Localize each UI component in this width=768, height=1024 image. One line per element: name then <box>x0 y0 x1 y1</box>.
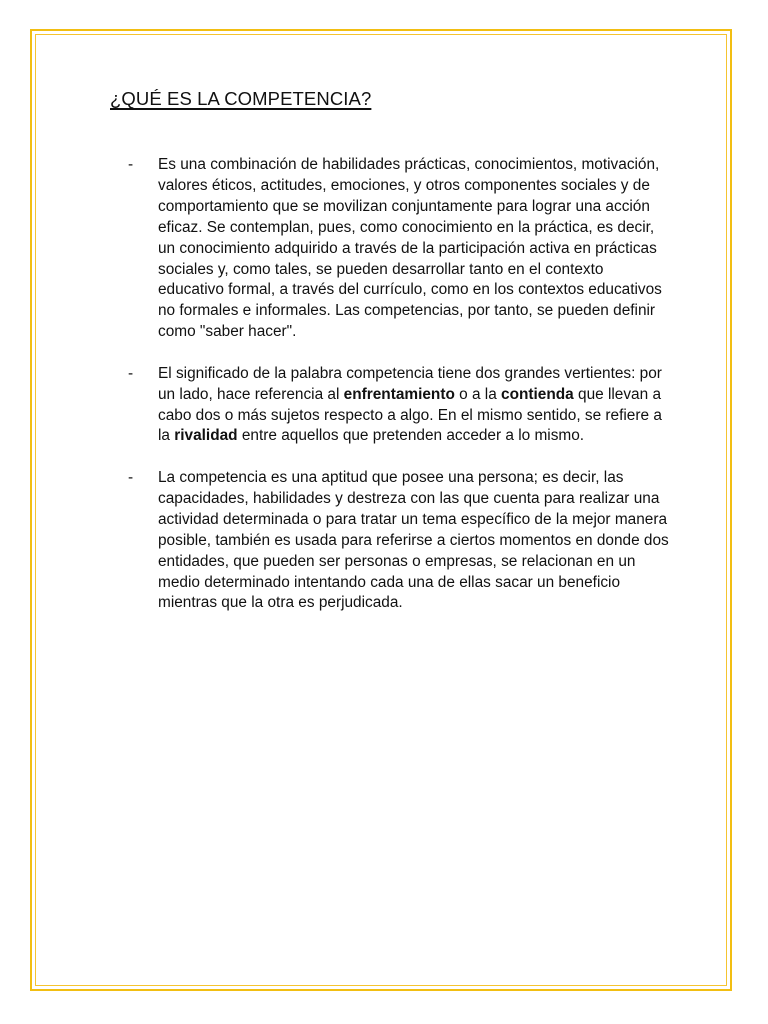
paragraph-text: Es una combinación de habilidades prácticas, conocimientos, motivación, valores éticos, actitudes, emociones, y otros componentes sociales y de comportamiento que se movilizan conjuntamente para lograr una acción eficaz. Se contemplan, pues, como conocimiento en la práctica, es decir, un conocimiento adquirido a través de la participación activa en prácticas sociales y, como tales, se pueden desarrollar tanto en el contexto educativo formal, a través del currículo, como en los contextos educativos no formales e informales. Las competencias, por tanto, se pueden definir como "saber hacer". <box>158 156 662 341</box>
text-run: que llevan a cabo dos o más sujetos respecto a algo. En el mismo sentido, se refiere a la <box>158 385 662 445</box>
bold-term-enfrentamiento: enfrentamiento <box>343 385 455 403</box>
text-run: entre aquellos que pretenden acceder a lo mismo. <box>237 427 585 445</box>
paragraph-text: La competencia es una aptitud que posee una persona; es decir, las capacidades, habilidades y destreza con las que cuenta para realizar una actividad determinada o para tratar un tema específico de la mejor manera posible, también es usada para referirse a ciertos momentos en donde dos entidades, que pueden ser personas o empresas, se relacionan en un medio determinado intentando cada una de ellas sacar un beneficio mientras que la otra es perjudicada. <box>158 468 669 612</box>
bullet-list <box>128 155 673 614</box>
text-run: El significado de la palabra competencia tiene dos grandes vertientes: por un lado, hace referencia al <box>158 364 662 403</box>
bold-term-rivalidad: rivalidad <box>174 427 238 445</box>
bold-term-contienda: contienda <box>501 385 574 403</box>
page-title: ¿QUÉ ES LA COMPETENCIA? <box>110 88 372 109</box>
text-run: o a la <box>454 385 502 403</box>
bullet-dash: - <box>128 364 134 382</box>
paragraph-text <box>158 364 673 448</box>
list-item <box>128 364 673 448</box>
list-item <box>128 468 673 614</box>
bullet-dash: - <box>128 156 134 173</box>
bullet-dash: - <box>128 468 134 486</box>
list-item <box>128 155 673 343</box>
